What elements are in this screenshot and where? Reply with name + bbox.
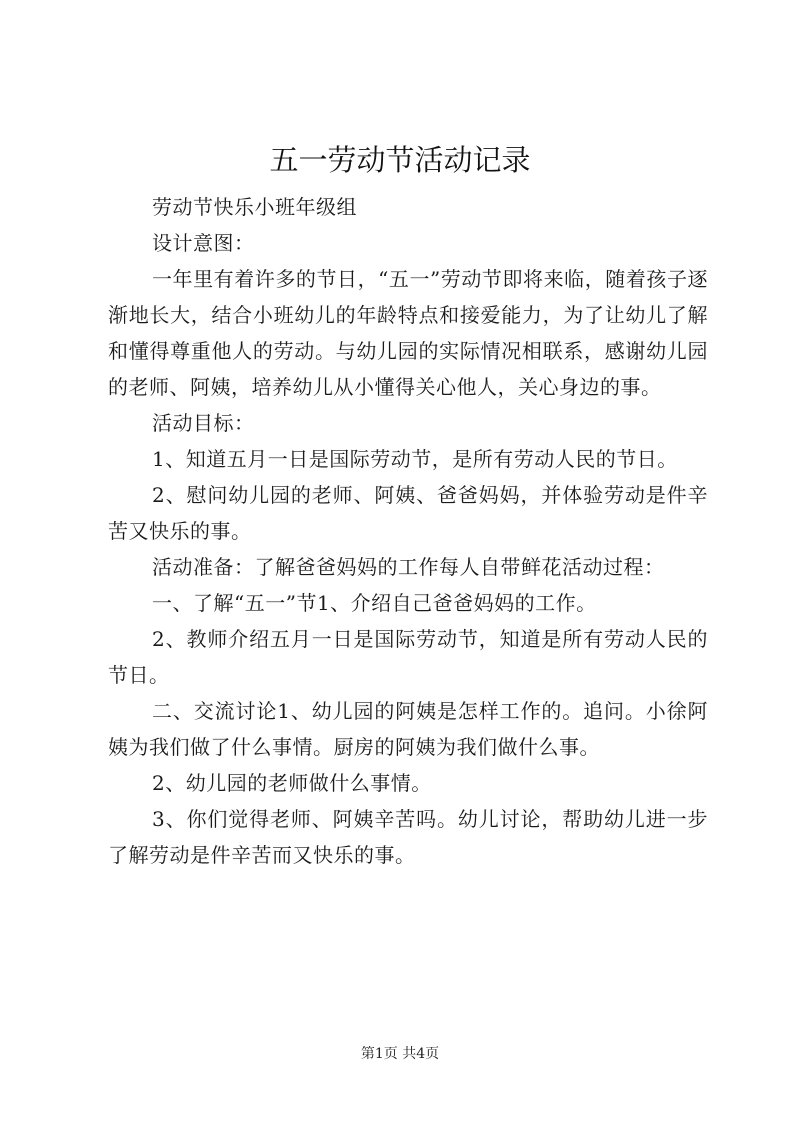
paragraph-goals-heading: 活动目标：	[152, 411, 255, 435]
paragraph-grade-group: 劳动节快乐小班年级组	[152, 195, 357, 219]
paragraph-design-heading: 设计意图：	[152, 231, 255, 255]
paragraph-preparation: 活动准备：了解爸爸妈妈的工作每人自带鲜花活动过程：	[152, 555, 665, 579]
paragraph-step-2-2: 2、幼儿园的老师做什么事情。	[152, 771, 432, 795]
paragraph-step-2-3: 3、你们觉得老师、阿姨辛苦吗。幼儿讨论，帮助幼儿进一步了解劳动是件辛苦而又快乐的事。	[108, 807, 708, 867]
paragraph-step-1: 一、了解“五一”节1、介绍自己爸爸妈妈的工作。	[152, 591, 597, 615]
document-title: 五一劳动节活动记录	[269, 143, 531, 177]
paragraph-step-1-2: 2、教师介绍五月一日是国际劳动节，知道是所有劳动人民的节日。	[108, 627, 708, 687]
page-footer: 第1页 共4页	[360, 1046, 440, 1062]
paragraph-goal-1: 1、知道五月一日是国际劳动节，是所有劳动人民的节日。	[152, 447, 678, 471]
paragraph-goal-2: 2、慰问幼儿园的老师、阿姨、爸爸妈妈，并体验劳动是件辛苦又快乐的事。	[108, 483, 708, 543]
document-body	[108, 189, 708, 873]
paragraph-step-2: 二、交流讨论1、幼儿园的阿姨是怎样工作的。追问。小徐阿姨为我们做了什么事情。厨房的阿姨为我们做什么事。	[108, 699, 708, 759]
paragraph-design-intent: 一年里有着许多的节日，“五一”劳动节即将来临，随着孩子逐渐地长大，结合小班幼儿的年龄特点和接爱能力，为了让幼儿了解和懂得尊重他人的劳动。与幼儿园的实际情况相联系，感谢幼儿园的老师、阿姨，培养幼儿从小懂得关心他人，关心身边的事。	[108, 267, 708, 399]
